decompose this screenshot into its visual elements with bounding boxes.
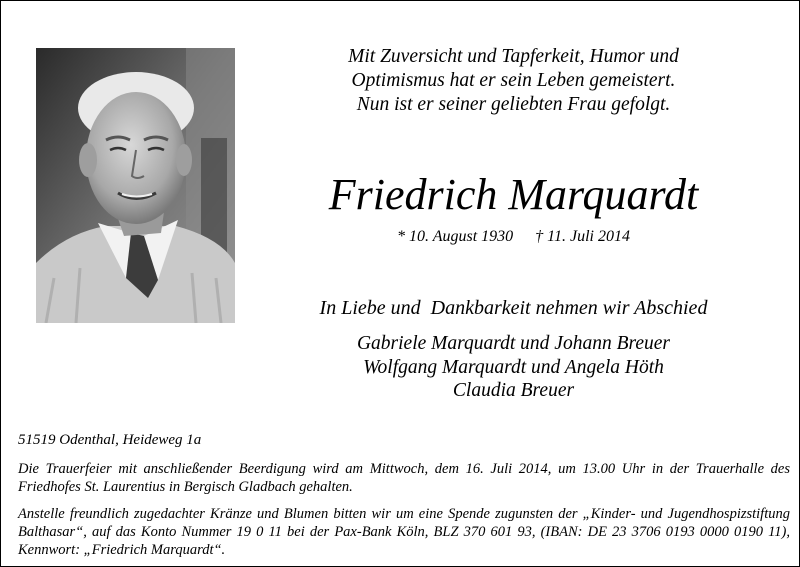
mourner-line: Claudia Breuer xyxy=(452,380,575,401)
address: 51519 Odenthal, Heideweg 1a xyxy=(18,432,202,448)
mourner-line: Wolfgang Marquardt und Angela Höth xyxy=(363,356,664,378)
funeral-service-notice: Die Trauerfeier mit anschließender Beerdigung wird am Mittwoch, dem 16. Juli 2014, um 13.00 Uhr in der Trauerhalle des Friedhofes St. Laurentius in Bergisch Gladbach gehalten. xyxy=(18,461,790,495)
portrait-illustration xyxy=(36,48,235,323)
verse-line: Optimismus hat er sein Leben gemeistert. xyxy=(351,70,676,91)
mourner-line: Gabriele Marquardt und Johann Breuer xyxy=(356,333,671,354)
mourners-list xyxy=(241,332,786,403)
death-date: † 11. Juli 2014 xyxy=(535,228,630,245)
donation-notice: Anstelle freundlich zugedachter Kränze und Blumen bitten wir um eine Spende zugunsten der „Kinder- und Jugendhospizstiftung Balthasar“, auf das Konto Nummer 19 0 11 bei der Pax-Bank Köln, BLZ 370 601 93, (IBAN: DE 23 3706 0193 0000 0190 11), Kennwort: „Friedrich Marquardt“. xyxy=(18,506,790,558)
birth-date: * 10. August 1930 xyxy=(397,228,514,245)
portrait-photo xyxy=(36,48,235,323)
life-dates xyxy=(241,227,786,247)
verse-line: Mit Zuversicht und Tapferkeit, Humor und xyxy=(348,46,679,67)
memorial-verse xyxy=(241,45,786,117)
farewell-line: In Liebe und Dankbarkeit nehmen wir Abschied xyxy=(319,297,708,319)
deceased-name: Friedrich Marquardt xyxy=(328,170,699,219)
verse-line: Nun ist er seiner geliebten Frau gefolgt. xyxy=(356,94,671,115)
